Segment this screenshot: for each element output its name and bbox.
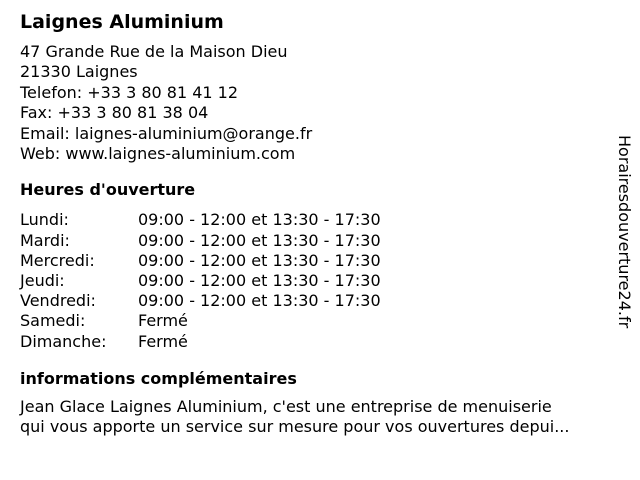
day-label: Vendredi: [20, 291, 96, 311]
day-hours: Fermé [138, 331, 188, 351]
day-hours: 09:00 - 12:00 et 13:30 - 17:30 [138, 250, 381, 270]
day-hours: 09:00 - 12:00 et 13:30 - 17:30 [138, 271, 381, 290]
hours-table [20, 210, 620, 351]
hours-row-mercredi [20, 251, 620, 271]
info-text-line-2: qui vous apporte un service sur mesure pour vos ouvertures depui... [20, 417, 570, 437]
address-city: 21330 Laignes [20, 62, 138, 82]
site-watermark: Horairesdouverture24.fr [615, 135, 634, 329]
day-label: Mardi: [20, 230, 70, 250]
info-heading: informations complémentaires [20, 368, 297, 388]
website: Web: www.laignes-aluminium.com [20, 144, 296, 164]
address-street: 47 Grande Rue de la Maison Dieu [20, 42, 288, 61]
day-label: Dimanche: [20, 331, 107, 351]
hours-row-dimanche [20, 332, 620, 352]
day-hours: 09:00 - 12:00 et 13:30 - 17:30 [138, 230, 381, 250]
day-label: Jeudi: [20, 271, 65, 290]
hours-row-mardi [20, 231, 620, 251]
day-label: Samedi: [20, 311, 86, 331]
hours-row-vendredi [20, 291, 620, 311]
hours-heading: Heures d'ouverture [20, 180, 196, 200]
business-name: Laignes Aluminium [20, 11, 224, 33]
day-hours: Fermé [138, 311, 188, 331]
email-address: Email: laignes-aluminium@orange.fr [20, 123, 313, 143]
day-label: Mercredi: [20, 250, 95, 270]
phone-number: Telefon: +33 3 80 81 41 12 [20, 82, 239, 102]
day-hours: 09:00 - 12:00 et 13:30 - 17:30 [138, 210, 381, 230]
info-text-line-1: Jean Glace Laignes Aluminium, c'est une entreprise de menuiserie [20, 396, 552, 416]
fax-number: Fax: +33 3 80 81 38 04 [20, 103, 209, 123]
contact-block [20, 42, 620, 164]
hours-row-samedi [20, 311, 620, 331]
hours-row-lundi [20, 210, 620, 230]
day-hours: 09:00 - 12:00 et 13:30 - 17:30 [138, 291, 381, 311]
hours-row-jeudi [20, 271, 620, 291]
business-card [20, 10, 620, 437]
day-label: Lundi: [20, 210, 69, 230]
